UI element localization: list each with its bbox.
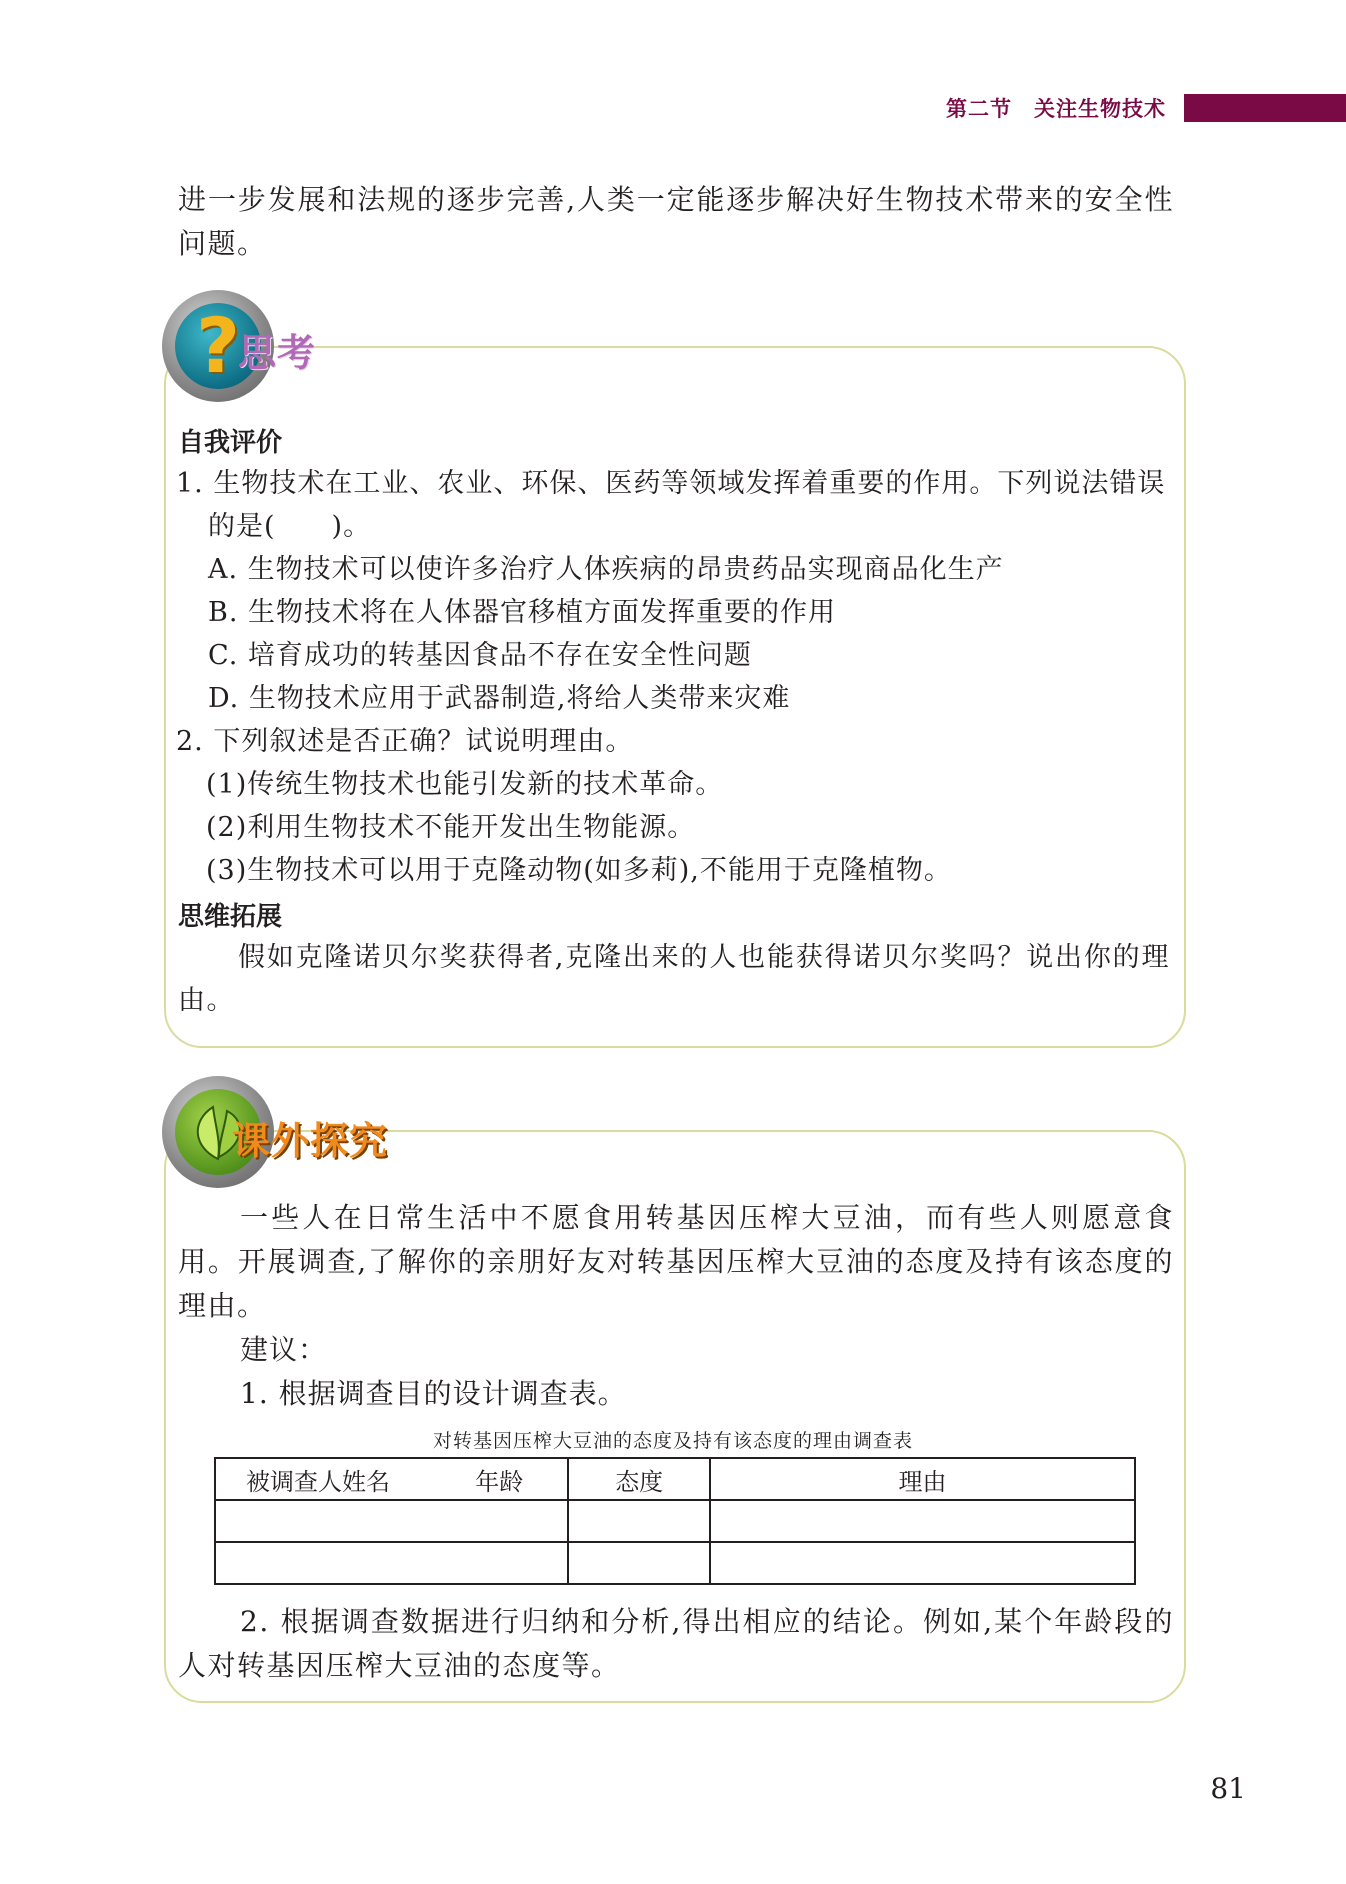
suggest-label: 建议： [240,1333,328,1366]
table-cell[interactable] [710,1500,1135,1542]
step-1: 1. 根据调查目的设计调查表。 [240,1377,627,1410]
header-cell-name-age [215,1458,568,1500]
running-header [946,94,1346,122]
question-mark-icon: ? [175,303,261,389]
q1-line2: 的是( )。 [208,511,372,542]
explore-intro: 一些人在日常生活中不愿食用转基因压榨大豆油，而有些人则愿意食用。开展调查,了解你的亲朋好友对转基因压榨大豆油的态度及持有该态度的理由。 [178,1201,1174,1322]
q2-item-2: (2)利用生物技术不能开发出生物能源。 [206,812,696,843]
q2-item-1: (1)传统生物技术也能引发新的技术革命。 [206,769,724,800]
table-cell[interactable] [710,1542,1135,1584]
table-row [215,1500,1135,1542]
self-eval-heading: 自我评价 [178,428,283,458]
step-2: 2. 根据调查数据进行归纳和分析,得出相应的结论。例如,某个年龄段的人对转基因压榨大豆油的态度等。 [178,1605,1174,1682]
table-cell[interactable] [568,1542,710,1584]
header-attitude: 态度 [568,1458,710,1500]
table-header-row [215,1458,1135,1500]
q2-item-3: (3)生物技术可以用于克隆动物(如多莉),不能用于克隆植物。 [206,855,952,886]
q1-line1: 1. 生物技术在工业、农业、环保、医药等领域发挥着重要的作用。下列说法错误 [176,468,1166,499]
table-row [215,1542,1135,1584]
table-cell[interactable] [215,1500,568,1542]
header-reason: 理由 [710,1458,1135,1500]
header-age: 年龄 [475,1467,524,1496]
q1-option-d: D. 生物技术应用于武器制造,将给人类带来灾难 [208,683,791,714]
header-name: 被调查人姓名 [246,1467,390,1496]
table-cell[interactable] [215,1542,568,1584]
intro-paragraph: 进一步发展和法规的逐步完善,人类一定能逐步解决好生物技术带来的安全性问题。 [178,183,1174,260]
extend-text: 假如克隆诺贝尔奖获得者,克隆出来的人也能获得诺贝尔奖吗？说出你的理由。 [178,942,1170,1016]
explore-title: 课外探究 [232,1119,389,1163]
section-title: 第二节 关注生物技术 [946,97,1166,121]
table-cell[interactable] [568,1500,710,1542]
q1-option-c: C. 培育成功的转基因食品不存在安全性问题 [208,640,752,671]
think-title: 思考 [238,331,317,375]
survey-table [214,1457,1136,1585]
q2-stem: 2. 下列叙述是否正确？试说明理由。 [176,726,634,757]
page-number: 81 [1210,1772,1246,1805]
q1-option-b: B. 生物技术将在人体器官移植方面发挥重要的作用 [208,597,837,628]
extend-heading: 思维拓展 [178,902,283,932]
q1-option-a: A. 生物技术可以使许多治疗人体疾病的昂贵药品实现商品化生产 [208,554,1004,585]
header-bar [1184,94,1346,122]
table-caption: 对转基因压榨大豆油的态度及持有该态度的理由调查表 [432,1430,913,1452]
